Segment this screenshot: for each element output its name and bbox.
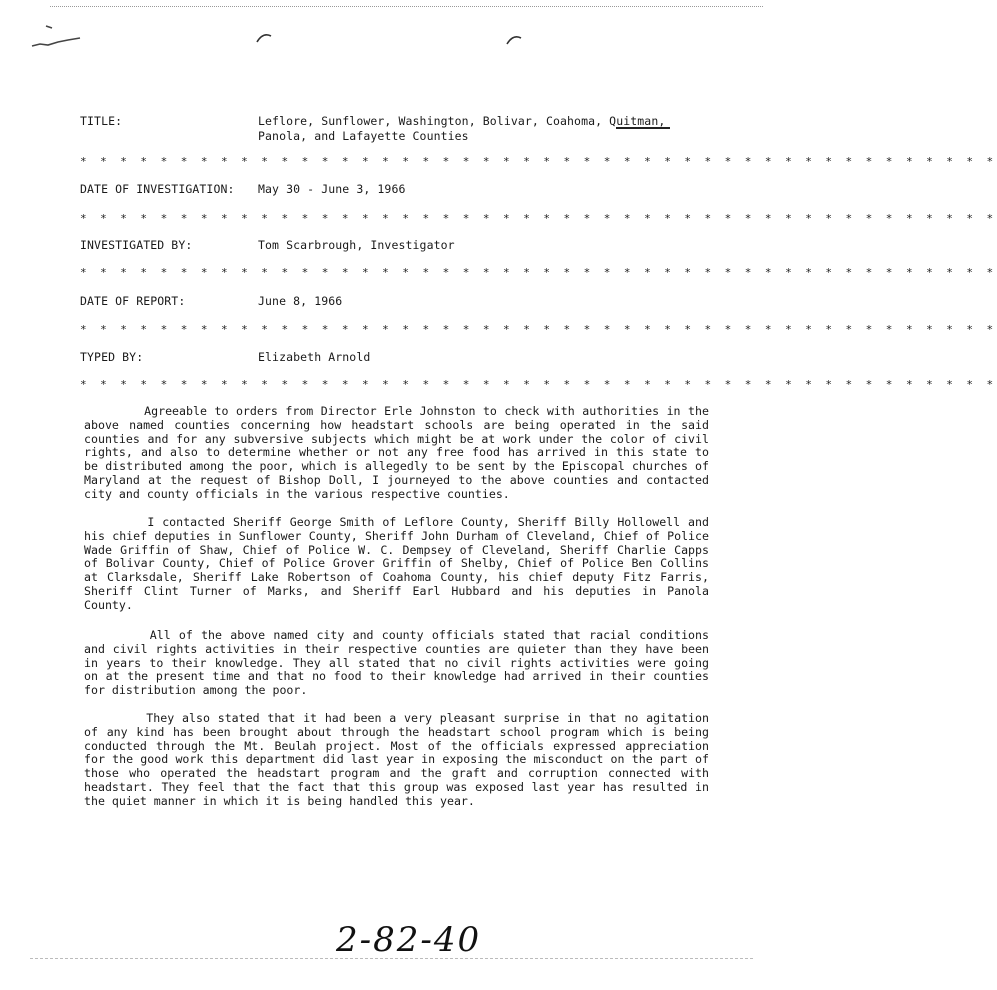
date-report-value: June 8, 1966: [258, 294, 343, 308]
body-paragraph: They also stated that it had been a very pleasant surprise in that no agitation of any kind has been brought about through the headstart school program which is being conducted through the Mt. Beulah project. Most of the officials expressed appreciation for the good work this department did last year in exposing the misconduct on the part of those who operated the headstart program and the graft and corruption connected with headstart. They feel that the fact that this group was exposed last year has resulted in the quiet manner in which it is being handled this year.: [84, 711, 716, 808]
document-number: 2-82-40: [336, 920, 482, 960]
top-edge-rule: [50, 6, 763, 7]
punch-mark-left: [255, 30, 275, 46]
date-investigation-label: DATE OF INVESTIGATION:: [80, 182, 235, 196]
title-value: [258, 114, 665, 144]
title-label: TITLE:: [80, 114, 123, 128]
date-investigation-value: May 30 - June 3, 1966: [258, 182, 406, 196]
typed-by-label: TYPED BY:: [80, 350, 144, 364]
separator-row: * * * * * * * * * * * * * * * * * * * * * * * * * * * * * * * * * * * * * * * * * * * * * *: [80, 155, 997, 168]
title-value-line2: Panola, and Lafayette Counties: [258, 129, 469, 143]
body-paragraph: I contacted Sheriff George Smith of Leflore County, Sheriff Billy Hollowell and his chief deputies in Sunflower County, Sheriff John Durham of Cleveland, Chief of Police Wade Griffin of Shaw, Chief of Police W. C. Dempsey of Cleveland, Sheriff Charlie Capps of Bolivar County, Chief of Police Grover Griffin of Shelby, Chief of Police Ben Collins at Clarksdale, Sheriff Lake Robertson of Coahoma County, his chief deputy Fitz Farris, Sheriff Clint Turner of Marks, and Sheriff Earl Hubbard and his deputies in Panola County.: [84, 515, 716, 612]
investigated-by-value: Tom Scarbrough, Investigator: [258, 238, 455, 252]
bottom-edge-rule: [30, 958, 753, 959]
separator-row: * * * * * * * * * * * * * * * * * * * * * * * * * * * * * * * * * * * * * * * * * * * * * *: [80, 266, 997, 279]
separator-row: * * * * * * * * * * * * * * * * * * * * * * * * * * * * * * * * * * * * * * * * * * * * * *: [80, 378, 997, 391]
underline-mark: [614, 124, 674, 132]
body-paragraph: Agreeable to orders from Director Erle Johnston to check with authorities in the above named counties concerning how headstart schools are being operated in the said counties and for any subversive subjects which might be at work under the color of civil rights, and also to determine whether or not any free food has arrived in this state to be distributed among the poor, which is allegedly to be sent by the Episcopal churches of Maryland at the request of Bishop Doll, I journeyed to the above counties and contacted city and county officials in the various respective counties.: [84, 404, 716, 501]
body-paragraph: All of the above named city and county officials stated that racial conditions and civil rights activities in their respective counties are quieter than they have been in years to their knowledge. They all stated that no civil rights activities were going on at the present time and that no food to their knowledge had arrived in their counties for distribution among the poor.: [84, 628, 716, 698]
punch-mark-right: [505, 32, 525, 48]
separator-row: * * * * * * * * * * * * * * * * * * * * * * * * * * * * * * * * * * * * * * * * * * * * * *: [80, 212, 997, 225]
title-value-line1: Leflore, Sunflower, Washington, Bolivar, Coahoma, Quitman,: [258, 114, 666, 128]
separator-row: * * * * * * * * * * * * * * * * * * * * * * * * * * * * * * * * * * * * * * * * * * * * * *: [80, 323, 997, 336]
scan-mark-topleft: [28, 22, 88, 62]
investigated-by-label: INVESTIGATED BY:: [80, 238, 193, 252]
typed-by-value: Elizabeth Arnold: [258, 350, 371, 364]
date-report-label: DATE OF REPORT:: [80, 294, 186, 308]
